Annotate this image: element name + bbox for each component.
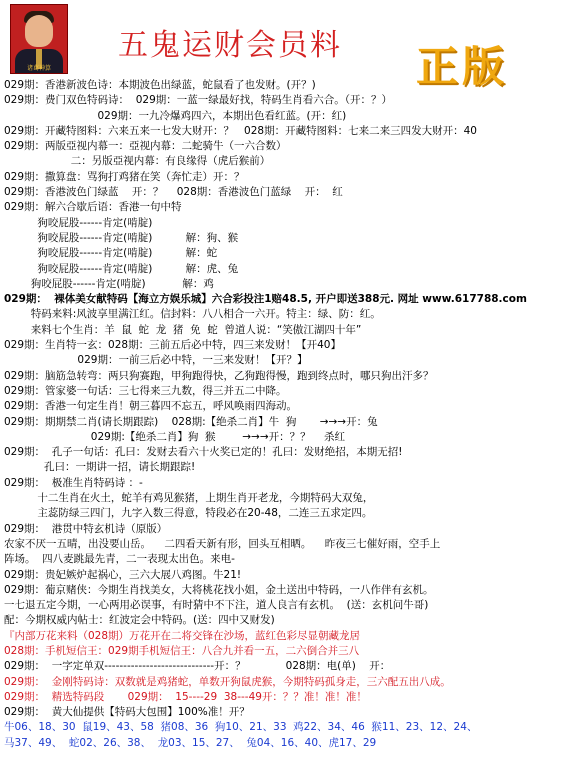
text-line: 029期：两版亞视内幕一：亞视内幕：二蛇骑牛（一六合数） bbox=[4, 140, 287, 153]
content-lines bbox=[0, 78, 579, 751]
text-line: 狗咬屁股------肯定(啃腚) 解：虎、兔 bbox=[4, 262, 239, 275]
text-line: 029期：脑筋急转弯：两只狗赛跑，甲狗跑得快，乙狗跑得慢，跑到终点时，哪只狗出汗多？ bbox=[4, 369, 434, 382]
text-line: 马37、49、 蛇02、26、38、 龙03、15、27、 兔04、16、40、虎17、29 bbox=[4, 736, 377, 749]
text-line: 狗咬屁股------肯定(啃腚) 解：狗、猴 bbox=[4, 231, 239, 244]
text-line: 主蕊防绿三四门，九字入数三得意，特段必在20-48，二连三五求定四。 bbox=[4, 507, 373, 520]
text-line: 029期：撒算盘：骂狗打鸡猪在笑（奔忙走）开：？ bbox=[4, 170, 245, 183]
text-line: 孔曰：一期讲一招，请长期跟踪! bbox=[4, 461, 196, 474]
text-line: 029期：贵妃嫉炉起祸心，三六大展八鸡图。牛21! bbox=[4, 568, 242, 581]
text-line: 牛06、18、30 鼠19、43、58 猪08、36 狗10、21、33 鸡22、34、46 猴11、23、12、24、 bbox=[4, 721, 478, 734]
text-line: 一七退五定今期，一心两用必误事，有时猜中不下注，道人良言有玄机。 (送：玄机问牛哥) bbox=[4, 599, 429, 612]
text-line: 029期： 一字定单双-----------------------------开：？ 028期：电(单) 开： bbox=[4, 660, 391, 673]
text-line: 029期：一前三后必中特，一三来发财！【开？】 bbox=[4, 354, 308, 367]
text-line: 028期：手机短信王：029期手机短信王：八合九并看一五，二六倒合并三八 bbox=[4, 644, 360, 657]
genuine-badge: 正版 bbox=[416, 42, 509, 91]
text-line: 配：今期权威内帖士：红波定会中特码。(送：四中又财发) bbox=[4, 614, 275, 627]
text-line: 029期：生肖特一玄：028期：三前五后必中特，四三来发财！【开40】 bbox=[4, 339, 341, 352]
text-line: 029期：香港波色门绿蓝 开：？ 028期：香港波色门蓝绿 开： 红 bbox=[4, 186, 343, 199]
text-line: 二：另版亞视内幕：有良缘得（虎后猴前） bbox=[4, 155, 271, 168]
text-line: 狗咬屁股------肯定(啃腚) 解：鸡 bbox=[4, 277, 214, 290]
text-line: 029期：费门双色特码诗： 029期：一蓝一绿最好找，特码生肖看六合。（开：？） bbox=[4, 94, 393, 107]
text-line: 029期:【绝杀二肖】狗 猴 →→→开：？？ 杀红 bbox=[4, 430, 345, 443]
text-line: 029期：一九冷爆鸡四六，本期出色看红蓝。(开：红) bbox=[4, 109, 347, 122]
text-line: 十二生肖在火土，蛇羊有鸡见猴猪，上期生肖开老龙，今期特码大双兔， bbox=[4, 492, 374, 505]
text-line: 029期： 金刚特码诗：双数就是鸡猪蛇，单数开狗鼠虎猴，今期特码孤身走，三六配五出八成。 bbox=[4, 675, 451, 688]
text-line: 029期： 港贯中特玄机诗（原版） bbox=[4, 522, 168, 535]
text-line: 来料七个生肖：羊 鼠 蛇 龙 猪 免 蛇 曾道人说：“笑傲江湖四十年” bbox=[4, 323, 362, 336]
text-line: 029期：期期禁二肖(请长期跟踪) 028期:【绝杀二肖】牛 狗 →→→开：兔 bbox=[4, 415, 378, 428]
text-line: 029期：开藏特图料：六来五来一七发大财开：？ 028期：开藏特图料：七来二来三四发大财开：40 bbox=[4, 124, 477, 137]
text-line: 『内部万花来料（028期）万花开在二将交锋在沙场，蓝红色彩尽显朝藏龙居 bbox=[4, 629, 361, 642]
text-line: 阵场。 四八麦跳最先青，二一表现太出色。来电- bbox=[4, 553, 235, 566]
text-line: 029期： 孔子一句话：孔曰：发财去看六十火奖已定的！孔曰：发财绝招，本期无招! bbox=[4, 446, 403, 459]
text-line: 特码来料:风波享里满江红。信封料：八八相合一六开。特主：绿、防：红。 bbox=[4, 308, 381, 321]
text-line: 029期： 精选特码段 029期： 15----29 38---49开：？？准！准！准！ bbox=[4, 690, 367, 703]
text-line: 狗咬屁股------肯定(啃腚) 解：蛇 bbox=[4, 247, 218, 260]
text-line: 029期： 黄大仙提供【特码大包围】100%准！开？ bbox=[4, 706, 250, 719]
text-line: 029期： 极准生肖特码诗 ：- bbox=[4, 476, 147, 489]
text-line: 农家不厌一五晴，出没要山岳。 二四看天新有形，回头互相晒。 昨夜三七催好雨，空手上 bbox=[4, 537, 441, 550]
text-line: 狗咬屁股------肯定(啃腚) bbox=[4, 216, 153, 229]
text-line: 029期：管家婆一句话：三七得来三九数，得三并五二中降。 bbox=[4, 384, 287, 397]
text-line: 029期：解六合歇后语：香港一句中特 bbox=[4, 201, 182, 214]
text-line: 029期： 裸体美女献特码【海立方娱乐城】六合彩投注1赔48.5, 开户即送388元. 网址 www.617788.com bbox=[4, 293, 527, 306]
text-line: 029期：香港新波色诗：本期波色出绿蓝，蛇鼠看了也发财。(开？) bbox=[4, 79, 316, 91]
avatar-caption: 诸葛神算 bbox=[26, 65, 51, 72]
avatar bbox=[10, 4, 68, 74]
text-line: 029期：香港一句定生肖！朝三暮四不忘五，呼风唤雨四海动。 bbox=[4, 400, 298, 413]
text-line: 029期：葡京赌侠：今期生肖找美女，大将桃花找小姐，金土送出中特码，一八作伴有玄机。 bbox=[4, 583, 434, 596]
page-title: 五鬼运财会员料 bbox=[118, 28, 342, 63]
